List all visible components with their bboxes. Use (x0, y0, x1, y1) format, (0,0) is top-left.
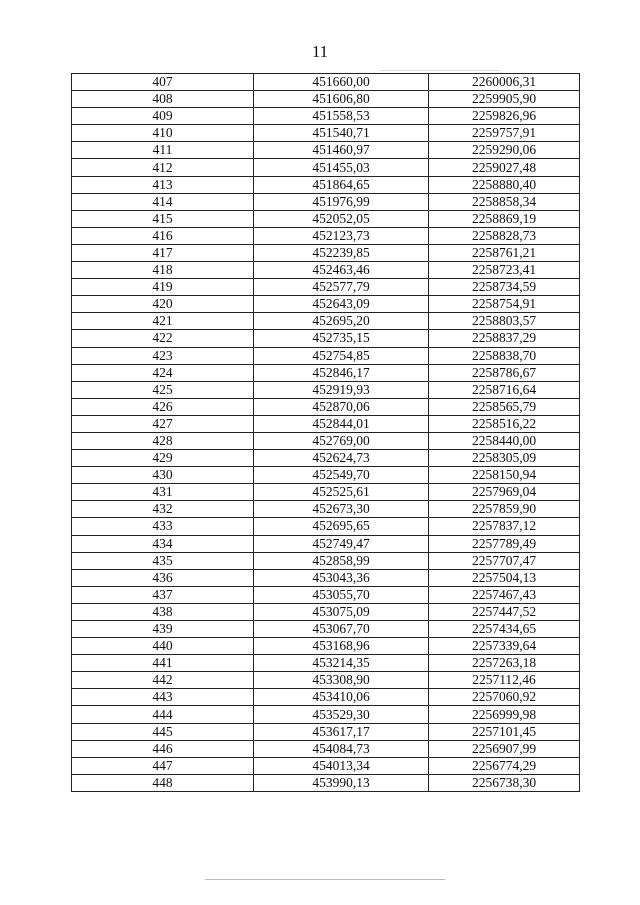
table-row (72, 364, 580, 381)
x-coordinate-cell: 452577,79 (254, 279, 429, 296)
point-number-cell: 430 (72, 467, 254, 484)
table-row (72, 586, 580, 603)
point-number-cell: 441 (72, 655, 254, 672)
point-number-cell: 422 (72, 330, 254, 347)
x-coordinate-cell: 452239,85 (254, 244, 429, 261)
table-row (72, 501, 580, 518)
y-coordinate-cell: 2257859,90 (429, 501, 580, 518)
x-coordinate-cell: 451460,97 (254, 142, 429, 159)
table-row (72, 176, 580, 193)
table-row (72, 159, 580, 176)
table-row (72, 381, 580, 398)
x-coordinate-cell: 452919,93 (254, 381, 429, 398)
point-number-cell: 432 (72, 501, 254, 518)
x-coordinate-cell: 451660,00 (254, 74, 429, 91)
table-row (72, 689, 580, 706)
table-row (72, 621, 580, 638)
y-coordinate-cell: 2258723,41 (429, 262, 580, 279)
table-row (72, 398, 580, 415)
point-number-cell: 448 (72, 774, 254, 791)
y-coordinate-cell: 2258858,34 (429, 193, 580, 210)
x-coordinate-cell: 454084,73 (254, 740, 429, 757)
point-number-cell: 442 (72, 672, 254, 689)
table-row (72, 313, 580, 330)
point-number-cell: 409 (72, 108, 254, 125)
point-number-cell: 410 (72, 125, 254, 142)
x-coordinate-cell: 452549,70 (254, 467, 429, 484)
table-row (72, 706, 580, 723)
table-row (72, 244, 580, 261)
table-row (72, 74, 580, 91)
x-coordinate-cell: 453055,70 (254, 586, 429, 603)
x-coordinate-cell: 452123,73 (254, 227, 429, 244)
x-coordinate-cell: 452525,61 (254, 484, 429, 501)
y-coordinate-cell: 2258305,09 (429, 450, 580, 467)
table-row (72, 757, 580, 774)
table-row (72, 484, 580, 501)
y-coordinate-cell: 2257060,92 (429, 689, 580, 706)
point-number-cell: 420 (72, 296, 254, 313)
scan-mark-top (380, 70, 500, 71)
x-coordinate-cell: 452858,99 (254, 552, 429, 569)
table-row (72, 603, 580, 620)
point-number-cell: 429 (72, 450, 254, 467)
y-coordinate-cell: 2258880,40 (429, 176, 580, 193)
y-coordinate-cell: 2258734,59 (429, 279, 580, 296)
point-number-cell: 421 (72, 313, 254, 330)
point-number-cell: 427 (72, 415, 254, 432)
point-number-cell: 444 (72, 706, 254, 723)
point-number-cell: 428 (72, 432, 254, 449)
x-coordinate-cell: 452754,85 (254, 347, 429, 364)
table-row (72, 552, 580, 569)
x-coordinate-cell: 453410,06 (254, 689, 429, 706)
y-coordinate-cell: 2257434,65 (429, 621, 580, 638)
x-coordinate-cell: 452643,09 (254, 296, 429, 313)
coordinates-table (71, 73, 580, 792)
point-number-cell: 418 (72, 262, 254, 279)
x-coordinate-cell: 452749,47 (254, 535, 429, 552)
x-coordinate-cell: 452769,00 (254, 432, 429, 449)
y-coordinate-cell: 2257339,64 (429, 638, 580, 655)
point-number-cell: 415 (72, 210, 254, 227)
point-number-cell: 425 (72, 381, 254, 398)
table-row (72, 193, 580, 210)
x-coordinate-cell: 453308,90 (254, 672, 429, 689)
y-coordinate-cell: 2258754,91 (429, 296, 580, 313)
y-coordinate-cell: 2258565,79 (429, 398, 580, 415)
table-row (72, 672, 580, 689)
table-row (72, 774, 580, 791)
point-number-cell: 407 (72, 74, 254, 91)
point-number-cell: 424 (72, 364, 254, 381)
table-row (72, 330, 580, 347)
point-number-cell: 419 (72, 279, 254, 296)
y-coordinate-cell: 2257837,12 (429, 518, 580, 535)
point-number-cell: 438 (72, 603, 254, 620)
y-coordinate-cell: 2257504,13 (429, 569, 580, 586)
point-number-cell: 411 (72, 142, 254, 159)
y-coordinate-cell: 2259290,06 (429, 142, 580, 159)
table-row (72, 740, 580, 757)
y-coordinate-cell: 2258803,57 (429, 313, 580, 330)
table-row (72, 467, 580, 484)
y-coordinate-cell: 2258786,67 (429, 364, 580, 381)
table-row (72, 142, 580, 159)
x-coordinate-cell: 451540,71 (254, 125, 429, 142)
point-number-cell: 417 (72, 244, 254, 261)
y-coordinate-cell: 2257467,43 (429, 586, 580, 603)
x-coordinate-cell: 453168,96 (254, 638, 429, 655)
point-number-cell: 437 (72, 586, 254, 603)
y-coordinate-cell: 2258838,70 (429, 347, 580, 364)
y-coordinate-cell: 2257447,52 (429, 603, 580, 620)
y-coordinate-cell: 2258828,73 (429, 227, 580, 244)
table-row (72, 535, 580, 552)
x-coordinate-cell: 451864,65 (254, 176, 429, 193)
x-coordinate-cell: 452870,06 (254, 398, 429, 415)
x-coordinate-cell: 452735,15 (254, 330, 429, 347)
point-number-cell: 412 (72, 159, 254, 176)
table-row (72, 638, 580, 655)
point-number-cell: 435 (72, 552, 254, 569)
point-number-cell: 445 (72, 723, 254, 740)
point-number-cell: 416 (72, 227, 254, 244)
table-row (72, 655, 580, 672)
x-coordinate-cell: 453617,17 (254, 723, 429, 740)
y-coordinate-cell: 2257263,18 (429, 655, 580, 672)
y-coordinate-cell: 2258837,29 (429, 330, 580, 347)
point-number-cell: 408 (72, 91, 254, 108)
y-coordinate-cell: 2256999,98 (429, 706, 580, 723)
x-coordinate-cell: 452052,05 (254, 210, 429, 227)
point-number-cell: 423 (72, 347, 254, 364)
table-row (72, 569, 580, 586)
y-coordinate-cell: 2258440,00 (429, 432, 580, 449)
point-number-cell: 436 (72, 569, 254, 586)
table-row (72, 108, 580, 125)
table-row (72, 296, 580, 313)
y-coordinate-cell: 2258761,21 (429, 244, 580, 261)
y-coordinate-cell: 2257112,46 (429, 672, 580, 689)
x-coordinate-cell: 452846,17 (254, 364, 429, 381)
x-coordinate-cell: 452844,01 (254, 415, 429, 432)
x-coordinate-cell: 453990,13 (254, 774, 429, 791)
table-row (72, 432, 580, 449)
table-row (72, 227, 580, 244)
point-number-cell: 414 (72, 193, 254, 210)
table-row (72, 518, 580, 535)
y-coordinate-cell: 2260006,31 (429, 74, 580, 91)
point-number-cell: 426 (72, 398, 254, 415)
x-coordinate-cell: 452673,30 (254, 501, 429, 518)
coordinates-table-body (72, 74, 580, 792)
table-row (72, 723, 580, 740)
y-coordinate-cell: 2257101,45 (429, 723, 580, 740)
point-number-cell: 440 (72, 638, 254, 655)
x-coordinate-cell: 452695,65 (254, 518, 429, 535)
y-coordinate-cell: 2257789,49 (429, 535, 580, 552)
table-row (72, 210, 580, 227)
x-coordinate-cell: 453214,35 (254, 655, 429, 672)
point-number-cell: 446 (72, 740, 254, 757)
y-coordinate-cell: 2259905,90 (429, 91, 580, 108)
table-row (72, 415, 580, 432)
x-coordinate-cell: 451976,99 (254, 193, 429, 210)
x-coordinate-cell: 453529,30 (254, 706, 429, 723)
y-coordinate-cell: 2256738,30 (429, 774, 580, 791)
y-coordinate-cell: 2257707,47 (429, 552, 580, 569)
x-coordinate-cell: 452624,73 (254, 450, 429, 467)
x-coordinate-cell: 452695,20 (254, 313, 429, 330)
y-coordinate-cell: 2256774,29 (429, 757, 580, 774)
y-coordinate-cell: 2259826,96 (429, 108, 580, 125)
table-row (72, 125, 580, 142)
y-coordinate-cell: 2258716,64 (429, 381, 580, 398)
x-coordinate-cell: 451558,53 (254, 108, 429, 125)
x-coordinate-cell: 452463,46 (254, 262, 429, 279)
point-number-cell: 433 (72, 518, 254, 535)
table-row (72, 262, 580, 279)
y-coordinate-cell: 2258516,22 (429, 415, 580, 432)
x-coordinate-cell: 453067,70 (254, 621, 429, 638)
table-row (72, 347, 580, 364)
point-number-cell: 434 (72, 535, 254, 552)
table-row (72, 91, 580, 108)
page-number: 11 (311, 42, 329, 61)
point-number-cell: 447 (72, 757, 254, 774)
x-coordinate-cell: 451455,03 (254, 159, 429, 176)
y-coordinate-cell: 2259027,48 (429, 159, 580, 176)
x-coordinate-cell: 454013,34 (254, 757, 429, 774)
point-number-cell: 413 (72, 176, 254, 193)
point-number-cell: 443 (72, 689, 254, 706)
point-number-cell: 431 (72, 484, 254, 501)
y-coordinate-cell: 2259757,91 (429, 125, 580, 142)
y-coordinate-cell: 2258150,94 (429, 467, 580, 484)
table-row (72, 279, 580, 296)
x-coordinate-cell: 453075,09 (254, 603, 429, 620)
x-coordinate-cell: 451606,80 (254, 91, 429, 108)
point-number-cell: 439 (72, 621, 254, 638)
scan-mark-bottom (205, 879, 445, 880)
y-coordinate-cell: 2257969,04 (429, 484, 580, 501)
y-coordinate-cell: 2256907,99 (429, 740, 580, 757)
y-coordinate-cell: 2258869,19 (429, 210, 580, 227)
x-coordinate-cell: 453043,36 (254, 569, 429, 586)
table-row (72, 450, 580, 467)
